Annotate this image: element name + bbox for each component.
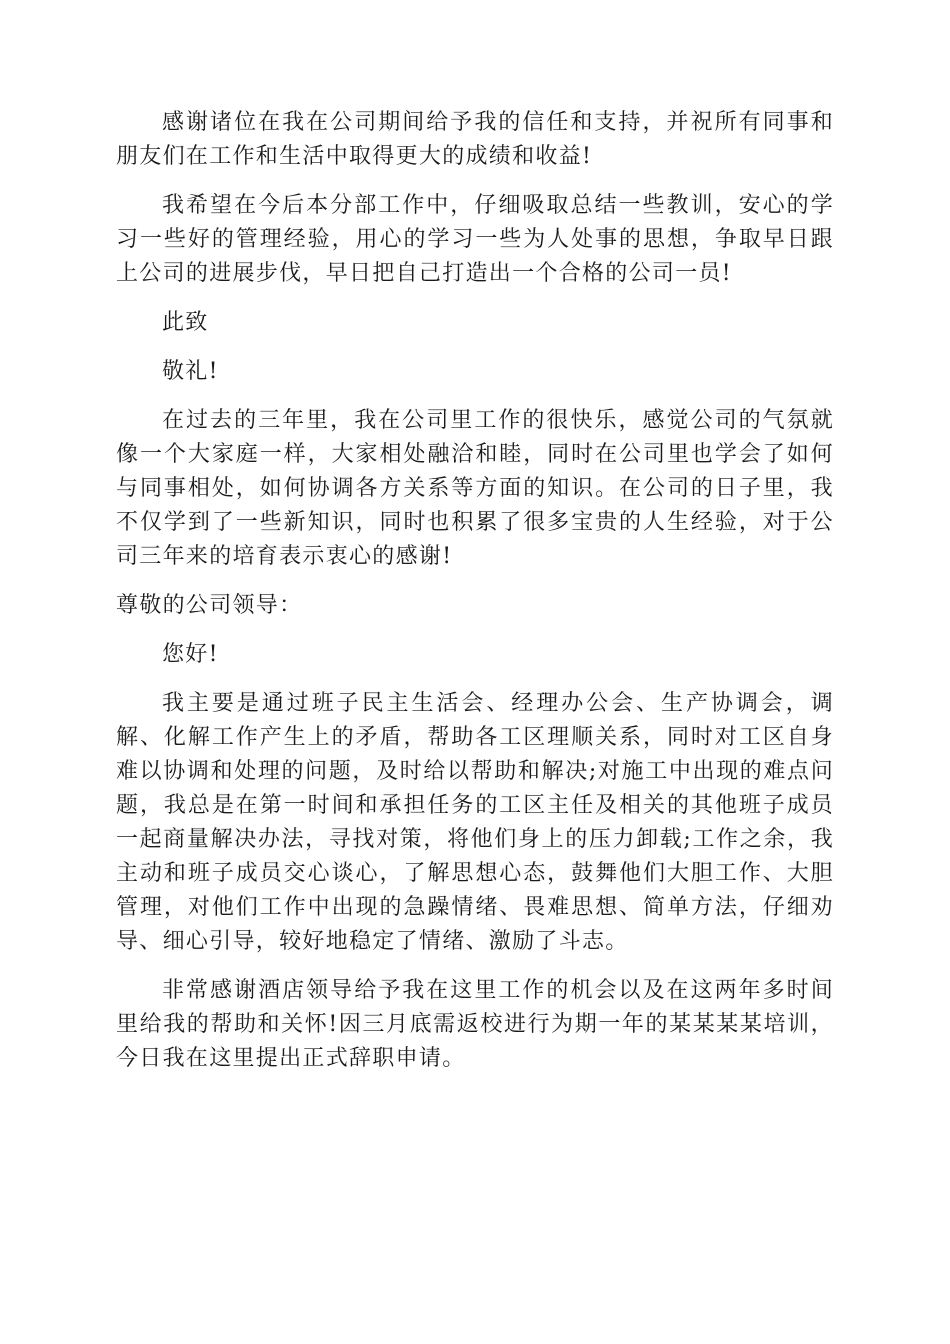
paragraph-three-years: 在过去的三年里，我在公司里工作的很快乐，感觉公司的气氛就像一个大家庭一样，大家相处融洽和睦，同时在公司里也学会了如何与同事相处，如何协调各方关系等方面的知识。在公司的日子里，我不仅学到了一些新知识，同时也积累了很多宝贵的人生经验，对于公司三年来的培育表示衷心的感谢! [116,408,834,569]
closing-salutation: 此致 [162,310,209,335]
paragraph-resignation-request: 非常感谢酒店领导给予我在这里工作的机会以及在这两年多时间里给我的帮助和关怀!因三月底需返校进行为期一年的某某某某培训，今日我在这里提出正式辞职申请。 [116,978,834,1071]
paragraph-thanks-support: 感谢诸位在我在公司期间给予我的信任和支持，并祝所有同事和朋友们在工作和生活中取得更大的成绩和收益! [116,110,834,169]
document-page [116,106,834,1091]
paragraph-work-coordination: 我主要是通过班子民主生活会、经理办公会、生产协调会，调解、化解工作产生上的矛盾，帮助各工区理顺关系，同时对工区自身难以协调和处理的问题，及时给以帮助和解决;对施工中出现的难点问题，我总是在第一时间和承担任务的工区主任及相关的其他班子成员一起商量解决办法，寻找对策，将他们身上的压力卸载;工作之余，我主动和班子成员交心谈心，了解思想心态，鼓舞他们大胆工作、大胆管理，对他们工作中出现的急躁情绪、畏难思想、简单方法，仔细劝导、细心引导，较好地稳定了情绪、激励了斗志。 [116,691,834,954]
closing-regards: 敬礼! [162,359,219,384]
paragraph-future-hopes: 我希望在今后本分部工作中，仔细吸取总结一些教训，安心的学习一些好的管理经验，用心的学习一些为人处事的思想，争取早日跟上公司的进展步伐，早日把自己打造出一个合格的公司一员! [116,193,834,286]
letter-greeting-hello: 您好! [162,642,219,667]
letter-greeting-recipient: 尊敬的公司领导： [116,593,303,618]
